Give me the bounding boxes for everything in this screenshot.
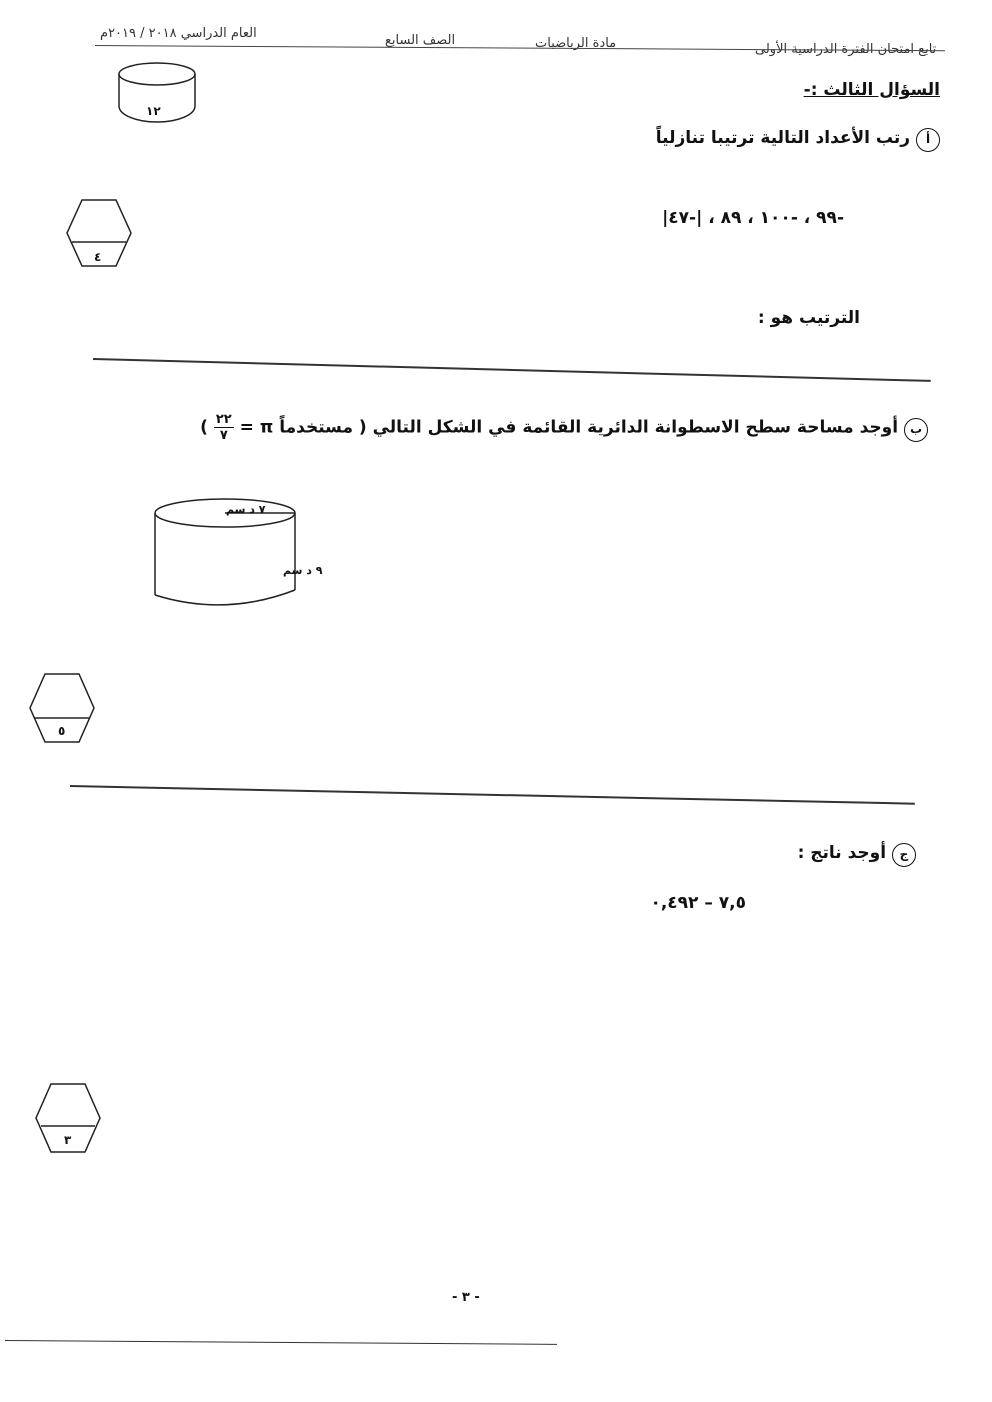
question-title: السؤال الثالث :-	[803, 80, 940, 100]
part-a-answer-label: الترتيب هو :	[757, 308, 860, 328]
part-c-letter: ج	[892, 843, 916, 867]
part-c-prompt-text: أوجد ناتج :	[797, 843, 887, 863]
page-number: - ٣ -	[452, 1290, 480, 1305]
part-b-prompt	[200, 412, 928, 443]
bottom-line	[5, 1340, 557, 1345]
part-a-prompt-text: رتب الأعداد التالية ترتيبا تنازلياً	[655, 128, 911, 148]
cylinder-height-label: ٩ د سم	[283, 564, 323, 577]
part-b-marks: ٥	[58, 724, 66, 738]
part-b-prompt-text: أوجد مساحة سطح الاسطوانة الدائرية القائمة في الشكل التالي ( مستخدماً	[279, 417, 899, 438]
part-b-letter: ب	[904, 418, 928, 442]
header-exam: تابع امتحان الفترة الدراسية الأولى	[755, 42, 937, 57]
part-b-frac-den: ٧	[219, 428, 228, 443]
header-grade: الصف السابع	[385, 33, 456, 48]
header-year: العام الدراسي ٢٠١٨ / ٢٠١٩م	[100, 26, 257, 41]
part-a-marks: ٤	[94, 250, 102, 264]
part-b-frac-num: ٢٢	[215, 412, 232, 427]
cylinder-radius-label: ٧ د سم	[226, 503, 266, 516]
part-a-prompt	[656, 128, 940, 152]
part-b-fraction	[214, 412, 234, 443]
part-a-numbers: -٩٩ ، -١٠٠ ، ٨٩ ، |-٤٧|	[662, 208, 844, 228]
part-b-pi: π =	[239, 417, 274, 438]
header-subject: مادة الرياضيات	[535, 36, 617, 51]
part-a-letter: أ	[916, 128, 940, 152]
separator-2	[70, 785, 915, 805]
part-c-prompt	[798, 843, 916, 867]
part-c-expression: ٧,٥ – ٠,٤٩٢	[650, 893, 746, 913]
separator-1	[93, 358, 931, 382]
part-c-marks: ٣	[64, 1133, 72, 1147]
total-marks-value: ١٢	[146, 104, 161, 118]
part-b-close: )	[200, 417, 208, 438]
cylinder-figure	[150, 495, 300, 615]
